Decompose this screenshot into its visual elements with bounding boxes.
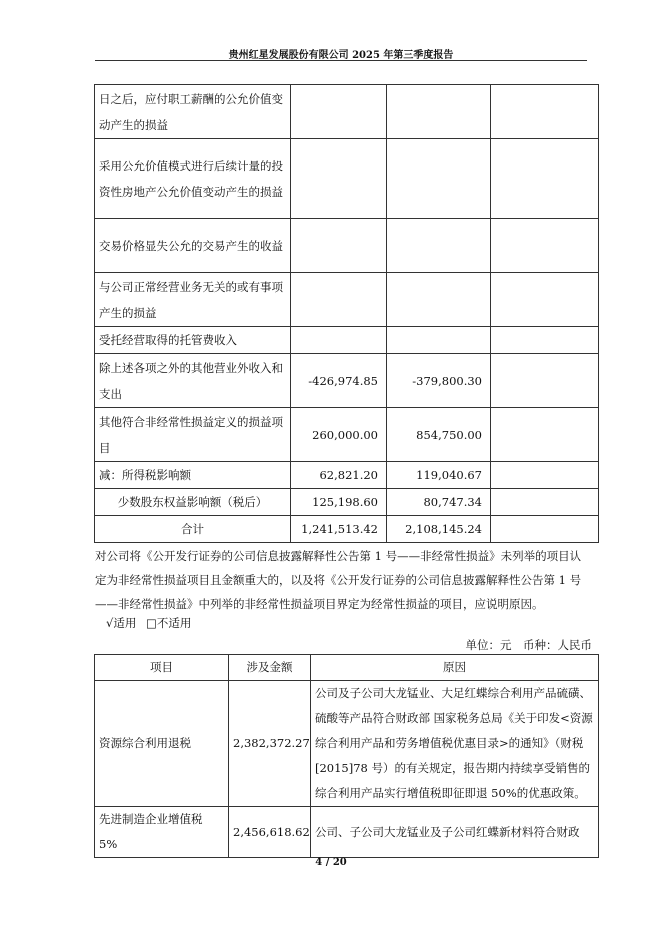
not-applicable-option: □不适用	[145, 616, 192, 630]
row-value-ytd: -379,800.30	[387, 354, 491, 408]
recurring-items-table	[94, 654, 599, 858]
row-value-ytd	[387, 327, 491, 354]
column-header: 涉及金额	[229, 655, 311, 681]
row-value-current: 260,000.00	[291, 408, 387, 462]
row-note	[491, 408, 599, 462]
row-label: 受托经营取得的托管费收入	[95, 327, 291, 354]
row-value-ytd: 2,108,145.24	[387, 516, 491, 543]
row-note	[491, 462, 599, 489]
row-value-ytd	[387, 273, 491, 327]
reason-cell: 公司、子公司大龙锰业及子公司红蝶新材料符合财政	[311, 807, 599, 858]
row-label: 采用公允价值模式进行后续计量的投资性房地产公允价值变动产生的损益	[95, 139, 291, 219]
non-recurring-items-table	[94, 84, 599, 543]
reason-cell: 公司及子公司大龙锰业、大足红蝶综合利用产品硫磺、硫酸等产品符合财政部 国家税务总局《关于印发<资源综合利用产品和劳务增值税优惠目录>的通知》（财税[2015]78 号）的有关规定，报告期内持续享受销售的综合利用产品实行增值税即征即退 50%的优惠政策。	[311, 681, 599, 807]
unit-currency-line: 单位：元 币种：人民币	[465, 638, 592, 652]
item-cell: 先进制造企业增值税 5%	[95, 807, 229, 858]
row-value-ytd: 854,750.00	[387, 408, 491, 462]
row-value-ytd	[387, 85, 491, 139]
table-row	[95, 462, 599, 489]
table-row	[95, 489, 599, 516]
table-row	[95, 354, 599, 408]
row-label: 合计	[95, 516, 291, 543]
row-value-current	[291, 327, 387, 354]
row-value-current	[291, 139, 387, 219]
row-note	[491, 516, 599, 543]
row-note	[491, 354, 599, 408]
table-row-total	[95, 516, 599, 543]
table-header-row	[95, 655, 599, 681]
row-value-ytd	[387, 219, 491, 273]
row-note	[491, 489, 599, 516]
row-note	[491, 327, 599, 354]
table-row	[95, 681, 599, 807]
amount-cell: 2,456,618.62	[229, 807, 311, 858]
row-label: 减：所得税影响额	[95, 462, 291, 489]
page-number: 4 / 20	[315, 857, 347, 868]
table-row	[95, 85, 599, 139]
table-row	[95, 327, 599, 354]
applicable-option: √适用	[106, 616, 137, 630]
table-row	[95, 139, 599, 219]
row-value-current	[291, 273, 387, 327]
row-value-current: 62,821.20	[291, 462, 387, 489]
row-value-ytd: 119,040.67	[387, 462, 491, 489]
row-label: 交易价格显失公允的交易产生的收益	[95, 219, 291, 273]
row-value-current: 1,241,513.42	[291, 516, 387, 543]
row-value-current	[291, 85, 387, 139]
row-value-current: -426,974.85	[291, 354, 387, 408]
row-label: 与公司正常经营业务无关的或有事项产生的损益	[95, 273, 291, 327]
table-row	[95, 273, 599, 327]
row-label: 日之后，应付职工薪酬的公允价值变动产生的损益	[95, 85, 291, 139]
row-note	[491, 139, 599, 219]
row-note	[491, 85, 599, 139]
table-row	[95, 219, 599, 273]
row-label: 少数股东权益影响额（税后）	[95, 489, 291, 516]
explanation-paragraph: 对公司将《公开发行证券的公司信息披露解释性公告第 1 号——非经常性损益》未列举的项目认定为非经常性损益项目且金额重大的，以及将《公开发行证券的公司信息披露解释性公告第 1 号——非经常性损益》中列举的非经常性损益项目界定为经常性损益的项目，应说明原因。	[95, 549, 582, 611]
row-value-current: 125,198.60	[291, 489, 387, 516]
column-header: 项目	[95, 655, 229, 681]
row-value-current	[291, 219, 387, 273]
page-header: 贵州红星发展股份有限公司 2025 年第三季度报告	[228, 50, 454, 61]
amount-cell: 2,382,372.27	[229, 681, 311, 807]
row-value-ytd: 80,747.34	[387, 489, 491, 516]
row-note	[491, 273, 599, 327]
row-label: 除上述各项之外的其他营业外收入和支出	[95, 354, 291, 408]
table-row	[95, 408, 599, 462]
item-cell: 资源综合利用退税	[95, 681, 229, 807]
row-label: 其他符合非经常性损益定义的损益项目	[95, 408, 291, 462]
row-note	[491, 219, 599, 273]
column-header: 原因	[311, 655, 599, 681]
applicability-options	[106, 615, 191, 631]
header-divider	[95, 60, 587, 61]
row-value-ytd	[387, 139, 491, 219]
table-row	[95, 807, 599, 858]
